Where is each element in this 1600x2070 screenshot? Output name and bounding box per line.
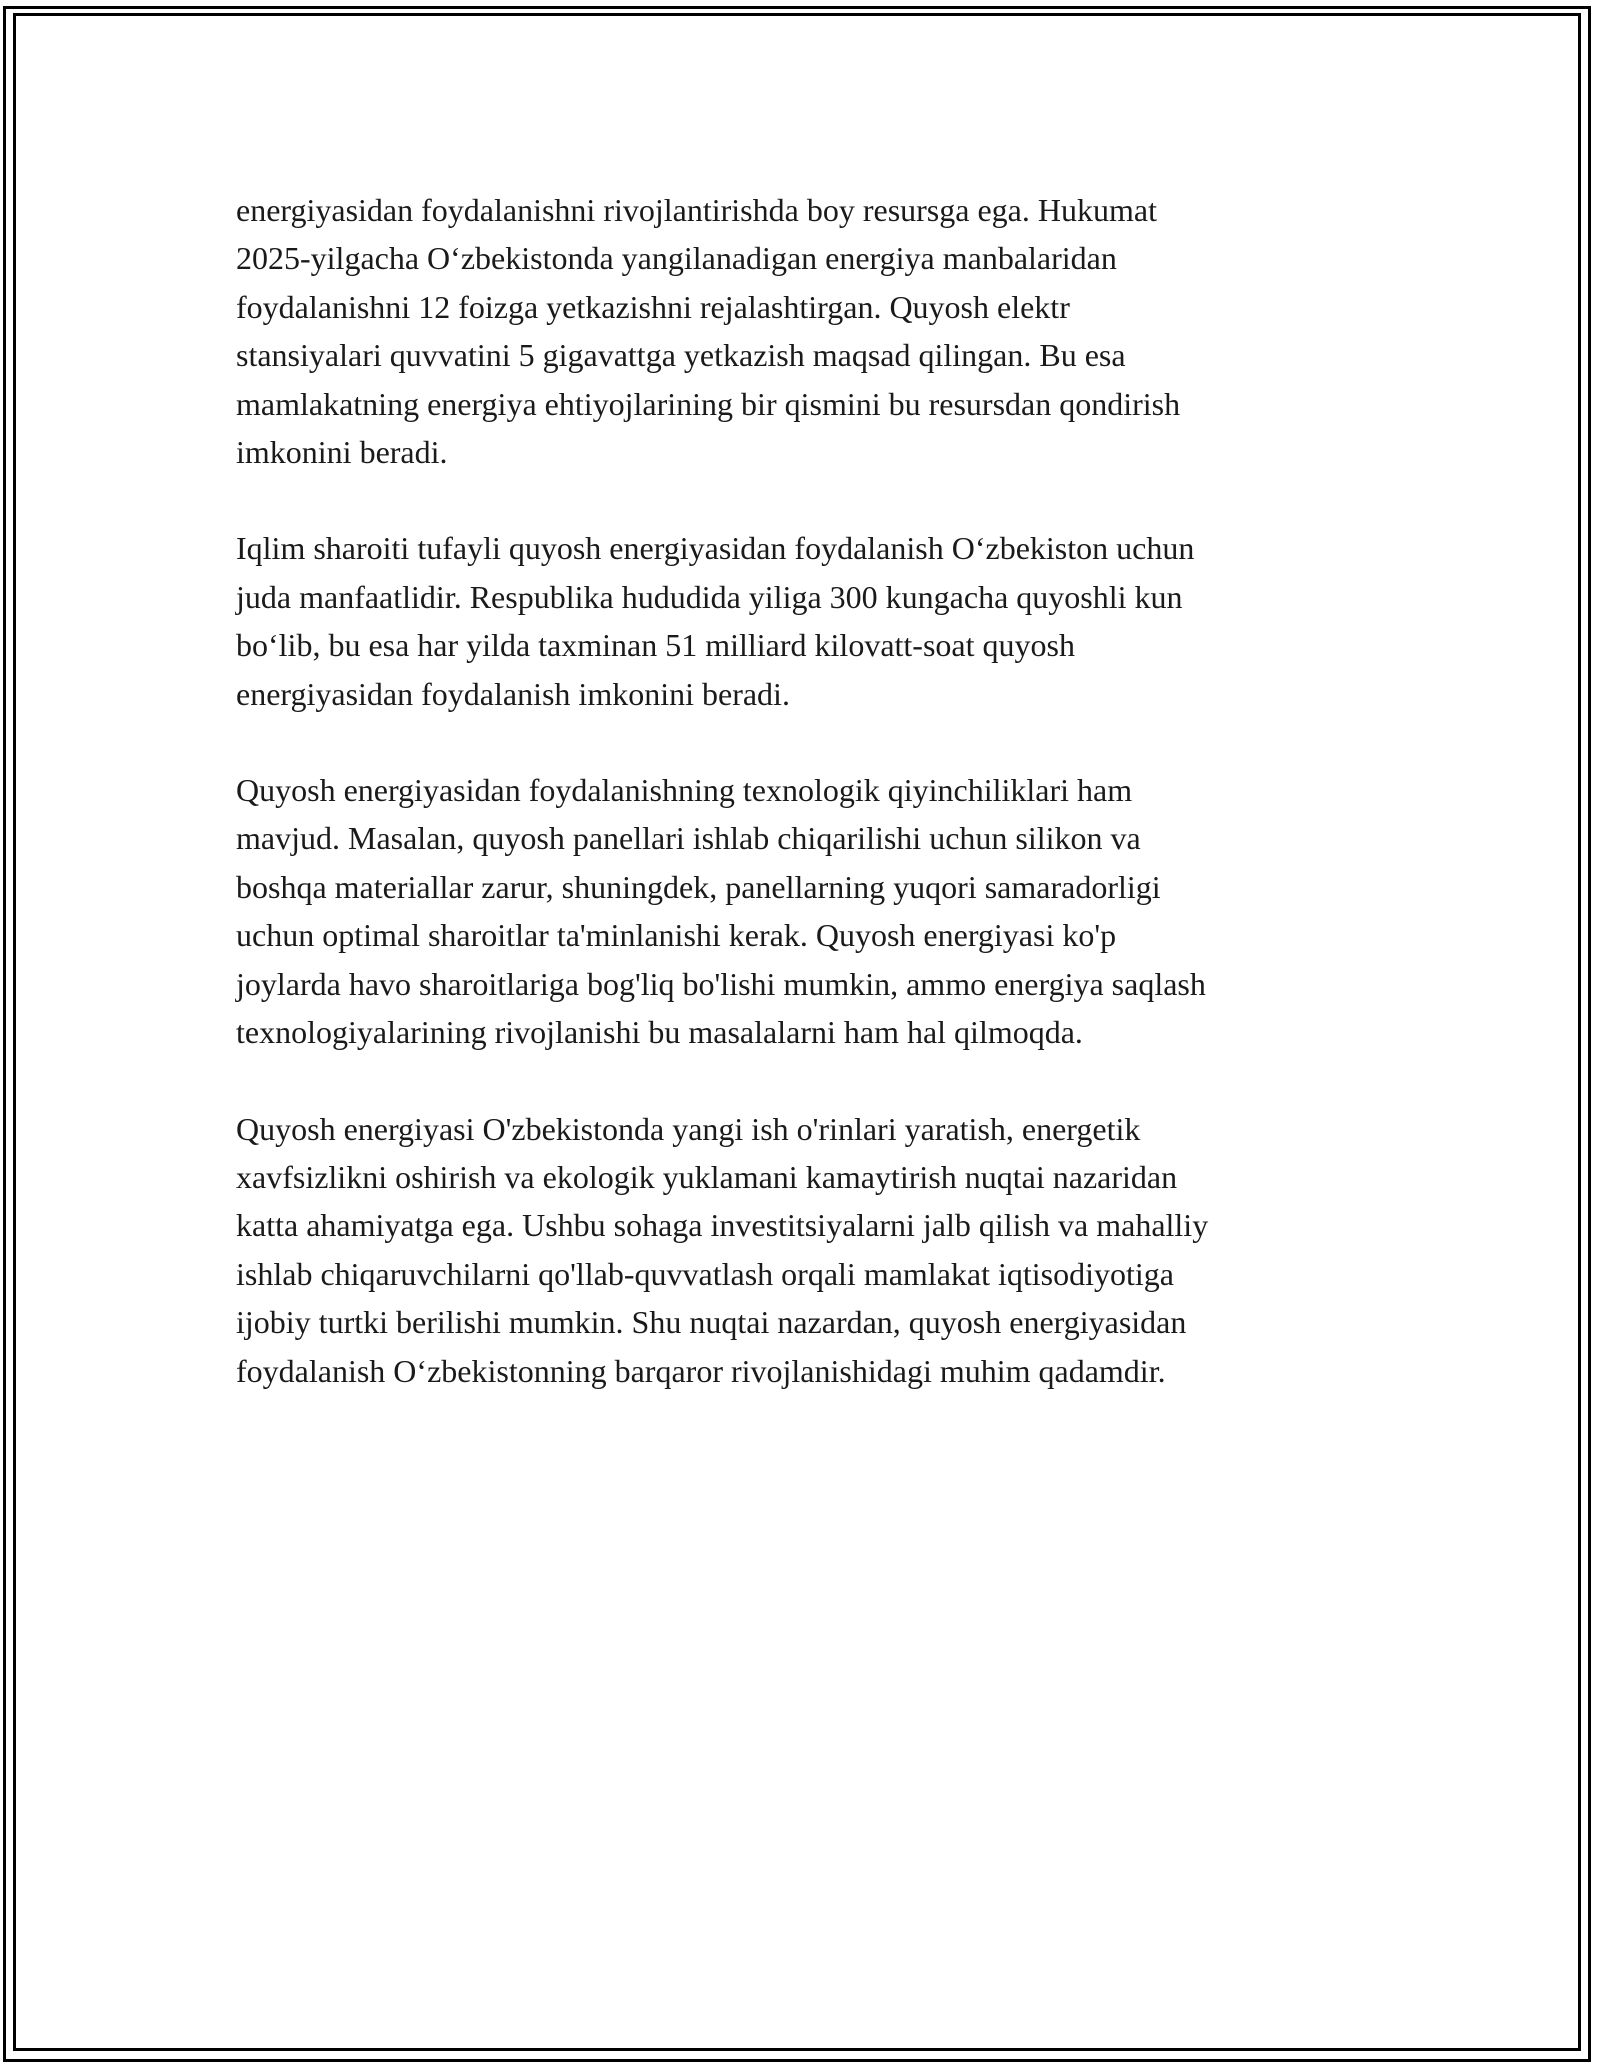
paragraph-1 [236,186,1376,476]
text-line: mavjud. Masalan, quyosh panellari ishlab chiqarilishi uchun silikon va [236,820,1141,857]
text-line: bo‘lib, bu esa har yilda taxminan 51 milliard kilovatt-soat quyosh [236,627,1075,664]
text-line: juda manfaatlidir. Respublika hududida yiliga 300 kungacha quyoshli kun [236,578,1183,615]
text-line: energiyasidan foydalanishni rivojlantirishda boy resursga ega. Hukumat [236,192,1157,228]
text-line: ijobiy turtki berilishi mumkin. Shu nuqtai nazardan, quyosh energiyasidan [236,1304,1187,1341]
text-line: stansiyalari quvvatini 5 gigavattga yetkazish maqsad qilingan. Bu esa [236,337,1126,374]
paragraph-2 [236,524,1376,718]
text-line: uchun optimal sharoitlar ta'minlanishi kerak. Quyosh energiyasi ko'p [236,917,1117,954]
text-line: Quyosh energiyasidan foydalanishning texnologik qiyinchiliklari ham [236,772,1133,809]
document-body [236,186,1376,1443]
text-line: Quyosh energiyasi O'zbekistonda yangi ish o'rinlari yaratish, energetik [236,1110,1141,1147]
text-line: 2025-yilgacha O‘zbekistonda yangilanadigan energiya manbalaridan [236,240,1117,277]
text-line: Iqlim sharoiti tufayli quyosh energiyasidan foydalanish O‘zbekiston uchun [236,530,1195,567]
paragraph-4 [236,1105,1376,1395]
text-line: joylarda havo sharoitlariga bog'liq bo'lishi mumkin, ammo energiya saqlash [236,965,1206,1002]
text-line: ishlab chiqaruvchilarni qo'llab-quvvatlash orqali mamlakat iqtisodiyotiga [236,1255,1174,1292]
paragraph-3 [236,766,1376,1056]
text-line: energiyasidan foydalanish imkonini beradi. [236,675,790,712]
text-line: katta ahamiyatga ega. Ushbu sohaga investitsiyalarni jalb qilish va mahalliy [236,1207,1209,1244]
text-line: foydalanishni 12 foizga yetkazishni rejalashtirgan. Quyosh elektr [236,288,1070,325]
text-line: texnologiyalarining rivojlanishi bu masalalarni ham hal qilmoqda. [236,1014,1083,1051]
text-line: xavfsizlikni oshirish va ekologik yuklamani kamaytirish nuqtai nazaridan [236,1158,1178,1195]
text-line: mamlakatning energiya ehtiyojlarining bir qismini bu resursdan qondirish [236,385,1181,422]
text-line: foydalanish O‘zbekistonning barqaror rivojlanishidagi muhim qadamdir. [236,1352,1166,1389]
text-line: imkonini beradi. [236,434,448,471]
text-line: boshqa materiallar zarur, shuningdek, panellarning yuqori samaradorligi [236,868,1161,905]
